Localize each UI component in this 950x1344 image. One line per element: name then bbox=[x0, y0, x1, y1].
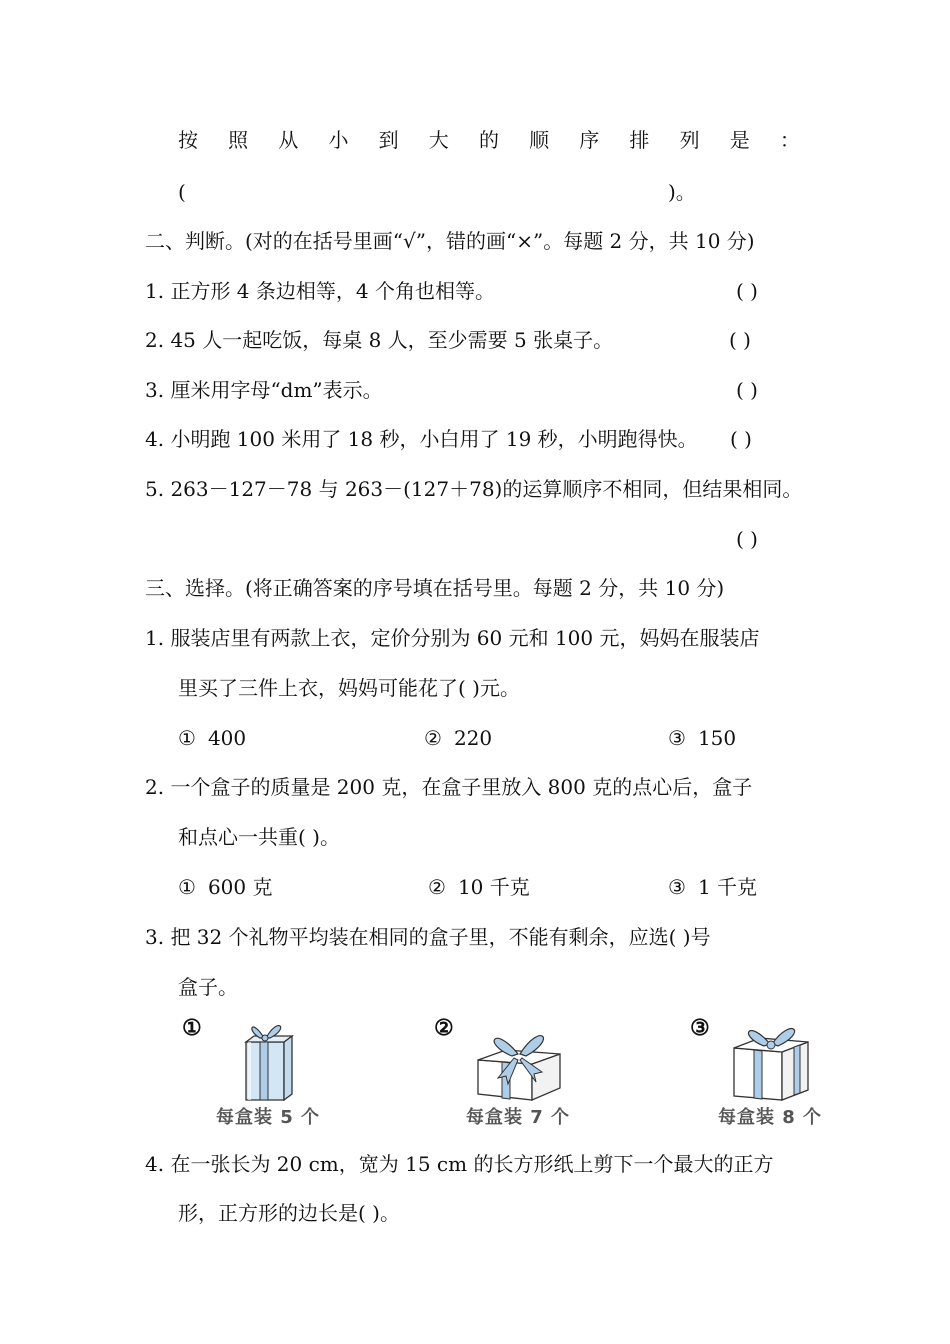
judge-answer-3[interactable]: ( ) bbox=[736, 378, 758, 402]
judge-answer-1[interactable]: ( ) bbox=[736, 279, 758, 303]
order-char: 的 bbox=[478, 128, 499, 152]
option-mark: ① bbox=[178, 875, 196, 899]
choice-q2-line1: 2. 一个盒子的质量是 200 克，在盒子里放入 800 克的点心后，盒子 bbox=[145, 775, 753, 799]
section2-title: 二、判断。(对的在括号里画“√”，错的画“×”。每题 2 分，共 10 分) bbox=[145, 229, 755, 253]
gift-box-3-icon[interactable] bbox=[730, 1014, 812, 1104]
choice-q1-line1: 1. 服装店里有两款上衣，定价分别为 60 元和 100 元，妈妈在服装店 bbox=[145, 626, 760, 650]
option-mark: ③ bbox=[668, 875, 686, 899]
choice-q1-option-3[interactable] bbox=[668, 724, 736, 752]
answer-blank-close: )。 bbox=[668, 180, 696, 204]
judge-answer-5[interactable]: ( ) bbox=[736, 527, 758, 551]
gift-box-1-mark: ① bbox=[182, 1015, 202, 1041]
choice-q3-line1: 3. 把 32 个礼物平均装在相同的盒子里，不能有剩余，应选( )号 bbox=[145, 925, 711, 949]
choice-q2-line2: 和点心一共重( )。 bbox=[178, 825, 340, 849]
option-value: 150 bbox=[697, 726, 737, 750]
choice-q2-option-2[interactable] bbox=[428, 873, 530, 901]
choice-q1-line2: 里买了三件上衣，妈妈可能花了( )元。 bbox=[178, 676, 520, 700]
judge-item-3: 3. 厘米用字母“dm”表示。 bbox=[145, 378, 383, 402]
order-char: 到 bbox=[378, 128, 399, 152]
judge-item-5: 5. 263－127－78 与 263－(127＋78)的运算顺序不相同，但结果相同。 bbox=[145, 477, 803, 501]
choice-q2-option-1[interactable] bbox=[178, 873, 272, 901]
option-mark: ② bbox=[424, 726, 442, 750]
option-value: 400 bbox=[207, 726, 247, 750]
option-value: 1 千克 bbox=[697, 875, 758, 899]
gift-box-2-caption: 每盒装 7 个 bbox=[466, 1107, 571, 1128]
choice-q4-line2: 形，正方形的边长是( )。 bbox=[178, 1201, 400, 1225]
section3-title: 三、选择。(将正确答案的序号填在括号里。每题 2 分，共 10 分) bbox=[145, 576, 725, 600]
order-char: 排 bbox=[629, 128, 650, 152]
order-char: 照 bbox=[228, 128, 249, 152]
gift-box-3-caption: 每盒装 8 个 bbox=[718, 1107, 823, 1128]
choice-q1-option-2[interactable] bbox=[424, 724, 492, 752]
order-char: 列 bbox=[679, 128, 700, 152]
judge-answer-4[interactable]: ( ) bbox=[730, 427, 752, 451]
option-value: 220 bbox=[453, 726, 493, 750]
order-char: 序 bbox=[579, 128, 600, 152]
order-instruction bbox=[178, 126, 800, 154]
gift-box-1-caption: 每盒装 5 个 bbox=[216, 1107, 321, 1128]
order-char: 小 bbox=[328, 128, 349, 152]
order-char: 是 bbox=[729, 128, 750, 152]
answer-blank-open: ( bbox=[178, 180, 186, 204]
order-char: 从 bbox=[278, 128, 299, 152]
option-value: 10 千克 bbox=[457, 875, 530, 899]
option-mark: ① bbox=[178, 726, 196, 750]
gift-box-2-icon[interactable] bbox=[474, 1014, 564, 1104]
judge-item-4: 4. 小明跑 100 米用了 18 秒，小白用了 19 秒，小明跑得快。 bbox=[145, 427, 698, 451]
order-char: 按 bbox=[178, 128, 198, 152]
option-value: 600 克 bbox=[207, 875, 273, 899]
gift-box-2-mark: ② bbox=[434, 1015, 454, 1041]
choice-q1-option-1[interactable] bbox=[178, 724, 246, 752]
gift-box-3-mark: ③ bbox=[690, 1015, 710, 1041]
option-mark: ③ bbox=[668, 726, 686, 750]
order-char: 顺 bbox=[529, 128, 550, 152]
judge-item-1: 1. 正方形 4 条边相等，4 个角也相等。 bbox=[145, 279, 495, 303]
order-char: ： bbox=[779, 128, 800, 152]
order-char: 大 bbox=[428, 128, 449, 152]
judge-answer-2[interactable]: ( ) bbox=[729, 328, 751, 352]
choice-q4-line1: 4. 在一张长为 20 cm，宽为 15 cm 的长方形纸上剪下一个最大的正方 bbox=[145, 1152, 774, 1176]
judge-item-2: 2. 45 人一起吃饭，每桌 8 人，至少需要 5 张桌子。 bbox=[145, 328, 614, 352]
gift-box-1-icon[interactable] bbox=[240, 1012, 296, 1104]
choice-q2-option-3[interactable] bbox=[668, 873, 757, 901]
choice-q3-line2: 盒子。 bbox=[178, 975, 238, 999]
option-mark: ② bbox=[428, 875, 446, 899]
